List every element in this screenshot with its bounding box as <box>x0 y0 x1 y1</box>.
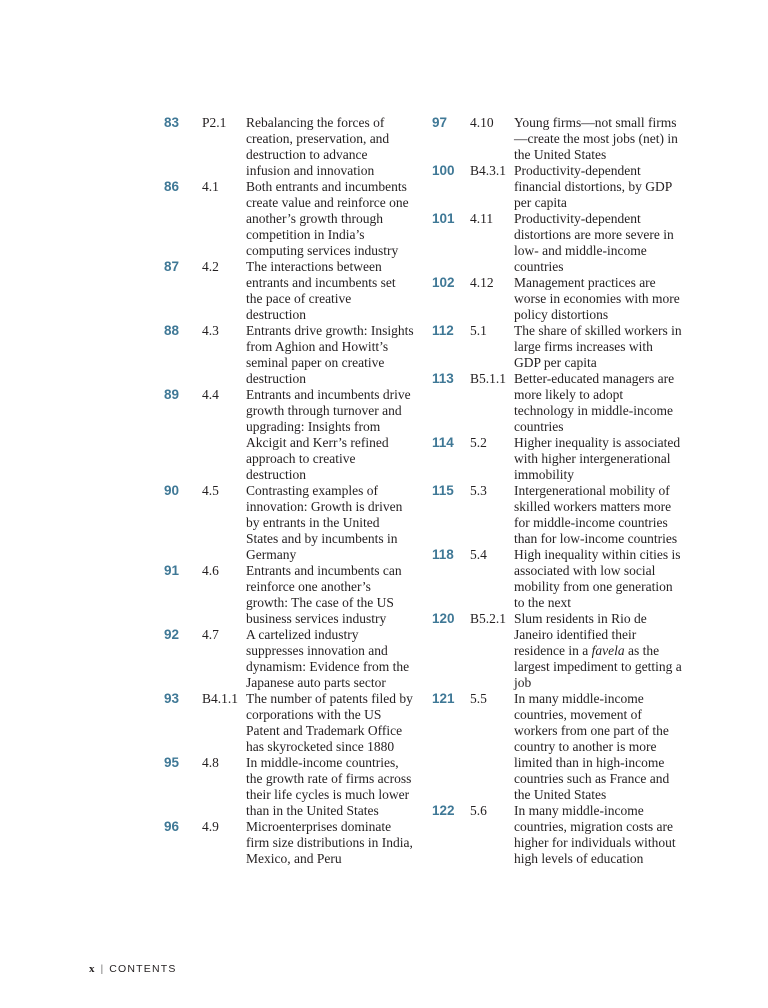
figure-number: 5.4 <box>470 547 487 562</box>
toc-entry[interactable] <box>164 563 414 627</box>
page-footer <box>89 963 177 975</box>
figure-title-italic: favela <box>591 643 625 658</box>
figure-title: The number of patents filed by corporations with the US Patent and Trademark Office has skyrocketed since 1880 <box>246 691 413 754</box>
figure-title: Higher inequality is associated with higher intergenerational immobility <box>514 435 681 482</box>
figure-number: 5.5 <box>470 691 487 706</box>
page-number: 90 <box>164 483 180 498</box>
figure-number: 4.10 <box>470 115 494 130</box>
figure-title: Contrasting examples of innovation: Growth is driven by entrants in the United States and by incumbents in Germany <box>246 483 403 562</box>
figure-number: 5.1 <box>470 323 487 338</box>
page-number: 113 <box>432 371 454 386</box>
figure-title: Management practices are worse in economies with more policy distortions <box>514 275 680 322</box>
page-number: 122 <box>432 803 455 818</box>
page-number: 92 <box>164 627 180 642</box>
toc-entry[interactable] <box>164 627 414 691</box>
toc-right-column <box>432 115 682 867</box>
toc-entry[interactable] <box>432 803 682 867</box>
page-number: 100 <box>432 163 455 178</box>
figure-number: 5.6 <box>470 803 487 818</box>
figure-title: Entrants and incumbents can reinforce one another’s growth: The case of the US business services industry <box>246 563 402 626</box>
toc-entry[interactable] <box>164 387 414 483</box>
figure-number: 4.6 <box>202 563 219 578</box>
page-number: 86 <box>164 179 180 194</box>
toc-entry[interactable] <box>164 755 414 819</box>
figure-title: In middle-income countries, the growth rate of firms across their life cycles is much lower than in the United States <box>246 755 412 818</box>
toc-left-column <box>164 115 414 867</box>
page-number: 115 <box>432 483 454 498</box>
toc-entry[interactable] <box>164 691 414 755</box>
figure-number: B4.3.1 <box>470 163 507 178</box>
page-number: 88 <box>164 323 180 338</box>
figure-title: Microenterprises dominate firm size distributions in India, Mexico, and Peru <box>246 819 413 866</box>
footer-separator: | <box>100 963 104 975</box>
figure-title: Productivity-dependent financial distortions, by GDP per capita <box>514 163 672 210</box>
figure-number: 4.4 <box>202 387 219 402</box>
toc-entry[interactable] <box>432 691 682 803</box>
figure-number: 5.3 <box>470 483 487 498</box>
page-number: 121 <box>432 691 455 706</box>
figure-title-part: as the largest impediment to getting a job <box>514 643 682 690</box>
figure-title: The share of skilled workers in large firms increases with GDP per capita <box>514 323 682 370</box>
page-number: 102 <box>432 275 455 290</box>
toc-entry[interactable] <box>164 259 414 323</box>
figure-number: 4.11 <box>470 211 494 226</box>
figure-number: 4.3 <box>202 323 219 338</box>
figure-title: In many middle-income countries, movement of workers from one part of the country to another is more limited than in high-income countries such as France and the United States <box>514 691 670 802</box>
figure-title: Intergenerational mobility of skilled workers matters more for middle-income countries than for low-income countries <box>514 483 678 546</box>
figure-title: Better-educated managers are more likely to adopt technology in middle-income countries <box>514 371 675 434</box>
page-number: 89 <box>164 387 180 402</box>
toc-entry[interactable] <box>432 611 682 691</box>
figure-number: 4.2 <box>202 259 219 274</box>
footer-section-label: CONTENTS <box>109 963 177 975</box>
figure-number: B5.1.1 <box>470 371 507 386</box>
page-number: 95 <box>164 755 180 770</box>
page-number: 120 <box>432 611 455 626</box>
toc-entry[interactable] <box>164 483 414 563</box>
page-number: 83 <box>164 115 180 130</box>
figure-number: 4.1 <box>202 179 219 194</box>
figure-number: 4.12 <box>470 275 494 290</box>
toc-entry[interactable] <box>432 323 682 371</box>
toc-entry[interactable] <box>432 163 682 211</box>
toc-entry[interactable] <box>164 323 414 387</box>
figure-number: 4.8 <box>202 755 219 770</box>
toc-entry[interactable] <box>164 819 414 867</box>
page-number: 112 <box>432 323 454 338</box>
figure-title: Both entrants and incumbents create value and reinforce one another’s growth through competition in India’s computing services industry <box>246 179 409 258</box>
figure-title: High inequality within cities is associated with low social mobility from one generation to the next <box>514 547 681 610</box>
toc-entry[interactable] <box>432 275 682 323</box>
toc-entry[interactable] <box>164 115 414 179</box>
figure-number: 4.9 <box>202 819 219 834</box>
page-number: 93 <box>164 691 180 706</box>
page-number: 101 <box>432 211 455 226</box>
page-number: 87 <box>164 259 180 274</box>
figure-title: Productivity-dependent distortions are more severe in low- and middle-income countries <box>514 211 674 274</box>
figure-title: The interactions between entrants and incumbents set the pace of creative destruction <box>246 259 396 322</box>
toc-entry[interactable] <box>164 179 414 259</box>
toc-entry[interactable] <box>432 435 682 483</box>
figure-number: 4.7 <box>202 627 219 642</box>
figure-title-part: Slum residents in Rio de Janeiro identified their residence in a <box>514 611 647 658</box>
figure-title <box>514 611 682 691</box>
toc-entry[interactable] <box>432 371 682 435</box>
figure-number: B4.1.1 <box>202 691 239 706</box>
figure-title: In many middle-income countries, migration costs are higher for individuals without high levels of education <box>514 803 676 866</box>
page-number: 118 <box>432 547 454 562</box>
toc-entry[interactable] <box>432 211 682 275</box>
page-number: 114 <box>432 435 454 450</box>
page-number: 96 <box>164 819 180 834</box>
figure-number: P2.1 <box>202 115 227 130</box>
figure-title: Entrants drive growth: Insights from Aghion and Howitt’s seminal paper on creative destruction <box>246 323 414 386</box>
figure-title: Young firms—not small firms—create the most jobs (net) in the United States <box>514 115 678 162</box>
page-number: 91 <box>164 563 180 578</box>
figure-number: 4.5 <box>202 483 219 498</box>
figure-number: B5.2.1 <box>470 611 507 626</box>
toc-entry[interactable] <box>432 115 682 163</box>
figure-title: Rebalancing the forces of creation, preservation, and destruction to advance infusion and innovation <box>246 115 390 178</box>
figure-number: 5.2 <box>470 435 487 450</box>
figure-title: Entrants and incumbents drive growth through turnover and upgrading: Insights from Akcigit and Kerr’s refined approach to creative destruction <box>246 387 411 482</box>
footer-page-numeral: x <box>89 963 95 975</box>
page-number: 97 <box>432 115 448 130</box>
figure-title: A cartelized industry suppresses innovation and dynamism: Evidence from the Japanese auto parts sector <box>246 627 410 690</box>
toc-entry[interactable] <box>432 483 682 547</box>
toc-entry[interactable] <box>432 547 682 611</box>
